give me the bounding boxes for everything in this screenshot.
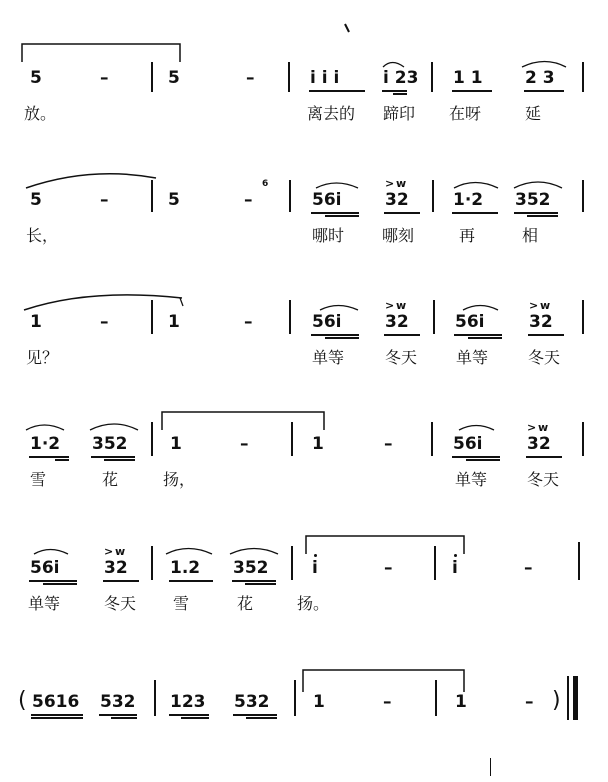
beam	[454, 334, 502, 336]
beam	[528, 334, 564, 336]
note: i	[312, 558, 318, 578]
barline	[582, 422, 584, 456]
lyric: 蹄印	[383, 104, 416, 123]
note: 5	[168, 68, 180, 88]
beam	[452, 456, 500, 458]
barline	[431, 62, 433, 92]
beam	[527, 215, 558, 217]
barline	[432, 180, 434, 212]
note: 5	[30, 190, 42, 210]
barline	[433, 300, 435, 334]
barline	[291, 422, 293, 456]
lyric: 雪	[30, 470, 47, 489]
beam	[31, 714, 83, 716]
accent-mark: >	[385, 299, 395, 312]
barline	[435, 680, 437, 716]
lyric: 在呀	[449, 104, 482, 123]
beam	[245, 583, 276, 585]
note-group: 1·2	[453, 190, 484, 210]
trill-mark: w	[396, 177, 407, 190]
beam	[169, 714, 209, 716]
lyric: 离去的	[307, 104, 356, 123]
barline	[289, 300, 291, 334]
note: 1	[312, 434, 324, 454]
lyric: 扬，	[163, 470, 196, 489]
note-group: i 23	[383, 68, 419, 88]
note-group: 32	[385, 190, 409, 210]
note-group: 352	[92, 434, 128, 454]
beam	[325, 337, 359, 339]
note-group: 56i	[453, 434, 483, 454]
beam	[91, 456, 135, 458]
accent-mark: >	[527, 421, 537, 434]
beam	[393, 93, 407, 95]
note: 1	[313, 692, 325, 712]
lyric: 冬天	[527, 470, 560, 489]
barline	[151, 546, 153, 580]
dash: –	[100, 312, 109, 332]
note: 1	[30, 312, 42, 332]
dash: –	[384, 434, 393, 454]
beam	[468, 337, 502, 339]
beam	[466, 459, 500, 461]
beam	[103, 580, 139, 582]
dash: –	[244, 190, 253, 210]
score-system-4	[0, 392, 608, 522]
note: i	[452, 558, 458, 578]
score-system-2	[0, 130, 608, 260]
note-group: 32	[529, 312, 553, 332]
lyric: 冬天	[528, 348, 561, 367]
beam	[181, 717, 209, 719]
note-group: i i i	[310, 68, 340, 88]
beam	[233, 714, 277, 716]
note-group: 532	[100, 692, 136, 712]
beam	[169, 580, 213, 582]
score-system-1	[0, 0, 608, 130]
beam	[514, 212, 558, 214]
lyric: 哪时	[312, 226, 345, 245]
lyric: 冬天	[385, 348, 418, 367]
note-group: 32	[385, 312, 409, 332]
barline	[154, 680, 156, 716]
high-octave-dot	[454, 554, 457, 557]
note-group: 56i	[455, 312, 485, 332]
note-group: 5616	[32, 692, 80, 712]
beam	[246, 717, 277, 719]
accent-mark: >	[529, 299, 539, 312]
barline	[582, 62, 584, 92]
beam	[55, 459, 69, 461]
dash: –	[100, 68, 109, 88]
note: 1	[170, 434, 182, 454]
note-group: 1·2	[30, 434, 61, 454]
note-group: 532	[234, 692, 270, 712]
barline	[582, 300, 584, 334]
beam	[382, 90, 407, 92]
lyric: 放。	[24, 104, 57, 123]
beam	[311, 212, 359, 214]
barline	[294, 680, 296, 716]
lyric: 花	[102, 470, 119, 489]
tie-slur-overlay	[0, 0, 608, 130]
barline	[431, 422, 433, 456]
note-group: 2 3	[525, 68, 555, 88]
dash: –	[384, 558, 393, 578]
beam	[384, 212, 420, 214]
beam	[524, 90, 564, 92]
barline	[434, 546, 436, 580]
dash: –	[524, 558, 533, 578]
barline	[151, 300, 153, 334]
beam	[104, 459, 135, 461]
beam	[452, 212, 498, 214]
barline	[288, 62, 290, 92]
beam	[384, 334, 420, 336]
note-group: 1.2	[170, 558, 201, 578]
beam	[311, 334, 359, 336]
final-barline-thin	[567, 676, 569, 720]
barline	[151, 422, 153, 456]
accent-mark: >	[104, 545, 114, 558]
dash: –	[525, 692, 534, 712]
beam	[111, 717, 137, 719]
lyric: 单等	[456, 348, 489, 367]
grace-note: 6	[262, 179, 269, 189]
trill-mark: w	[538, 421, 549, 434]
barline	[291, 546, 293, 580]
barline	[151, 62, 153, 92]
note-group: 56i	[312, 312, 342, 332]
note-group: 352	[515, 190, 551, 210]
final-barline-thick	[573, 676, 578, 720]
note: 1	[168, 312, 180, 332]
lyric: 相	[522, 226, 539, 245]
dash: –	[244, 312, 253, 332]
tie-slur-overlay	[0, 262, 608, 392]
lyric: 单等	[28, 594, 61, 613]
note-group: 1 1	[453, 68, 483, 88]
open-paren: (	[18, 688, 27, 713]
dash: –	[246, 68, 255, 88]
trill-mark: w	[540, 299, 551, 312]
beam	[29, 580, 77, 582]
lyric: 扬。	[297, 594, 330, 613]
beam	[43, 583, 77, 585]
barline	[151, 180, 153, 212]
dash: –	[240, 434, 249, 454]
lyric: 再	[459, 226, 476, 245]
barline	[582, 180, 584, 212]
barline	[289, 180, 291, 212]
dash: –	[100, 190, 109, 210]
dash: –	[383, 692, 392, 712]
beam	[325, 215, 359, 217]
tie-slur-overlay	[0, 522, 608, 652]
lyric: 延	[525, 104, 542, 123]
score-system-3	[0, 262, 608, 392]
lyric: 雪	[173, 594, 190, 613]
beam	[309, 90, 365, 92]
beam	[99, 714, 137, 716]
beam	[452, 90, 492, 92]
accent-mark: >	[385, 177, 395, 190]
beam	[232, 580, 276, 582]
lyric: 见？	[26, 348, 59, 367]
note: 1	[455, 692, 467, 712]
tie-slur-overlay	[0, 652, 608, 782]
note-group: 56i	[312, 190, 342, 210]
high-octave-dot	[314, 554, 317, 557]
lyric: 冬天	[104, 594, 137, 613]
note-group: 32	[104, 558, 128, 578]
beam	[526, 456, 562, 458]
beam	[31, 717, 83, 719]
note: 5	[168, 190, 180, 210]
lyric: 单等	[455, 470, 488, 489]
barline	[578, 542, 580, 580]
score-system-6	[0, 652, 608, 782]
note-group: 56i	[30, 558, 60, 578]
note-group: 352	[233, 558, 269, 578]
note: 5	[30, 68, 42, 88]
lyric: 单等	[312, 348, 345, 367]
page-edge-mark	[490, 758, 491, 776]
lyric: 哪刻	[382, 226, 415, 245]
note-group: 32	[527, 434, 551, 454]
note-group: 123	[170, 692, 206, 712]
lyric: 长，	[26, 226, 59, 245]
trill-mark: w	[115, 545, 126, 558]
close-paren: )	[552, 688, 561, 713]
beam	[29, 456, 69, 458]
trill-mark: w	[396, 299, 407, 312]
score-system-5	[0, 522, 608, 652]
lyric: 花	[237, 594, 254, 613]
